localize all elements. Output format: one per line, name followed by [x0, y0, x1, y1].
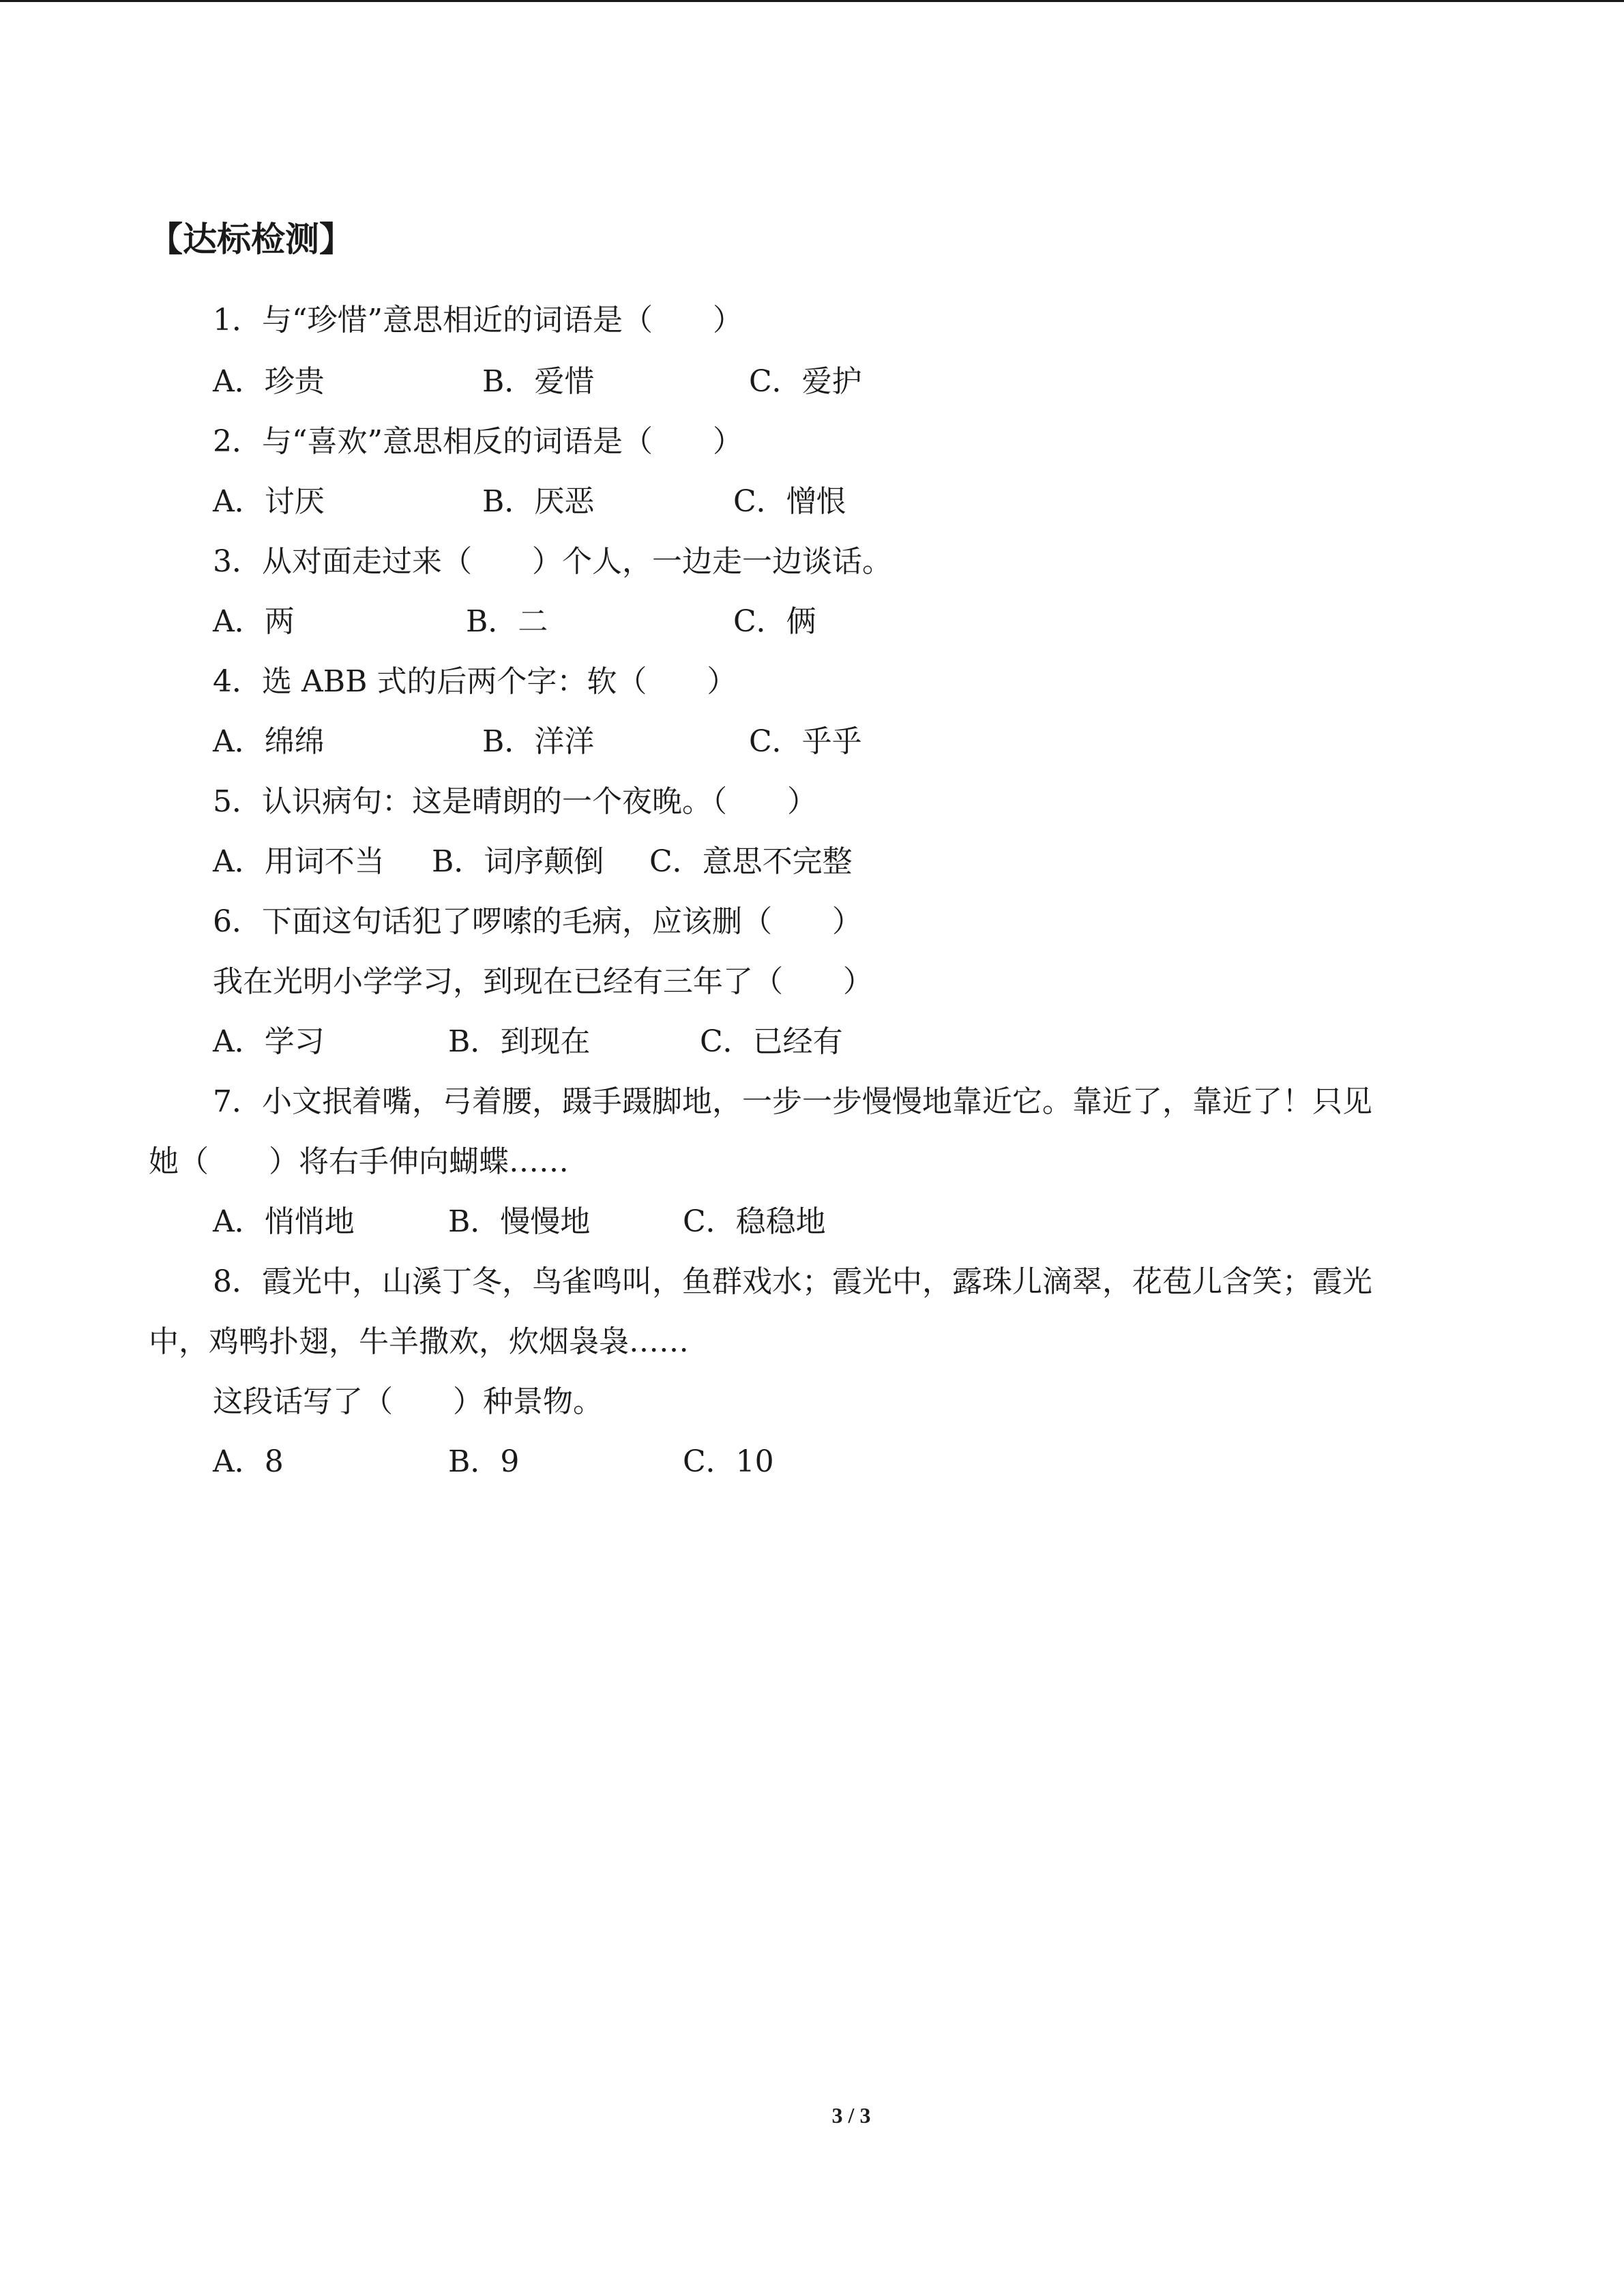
question-6-option-b: B．到现在: [448, 1024, 591, 1059]
question-2-stem: 2．与“喜欢”意思相反的词语是（ ）: [213, 424, 743, 459]
top-border-line: [0, 0, 1624, 2]
question-8-stem-continued: 中，鸡鸭扑翅，牛羊撒欢，炊烟袅袅……: [149, 1324, 689, 1359]
question-1-stem: 1．与“珍惜”意思相近的词语是（ ）: [213, 303, 743, 338]
question-2-option-a: A．讨厌: [213, 484, 325, 519]
question-3-option-c: C．俩: [733, 604, 816, 639]
question-7-stem-continued: 她（ ）将右手伸向蝴蝶……: [149, 1144, 569, 1179]
question-7-option-c: C．稳稳地: [683, 1204, 826, 1239]
question-2-option-c: C．憎恨: [733, 484, 846, 519]
question-7-option-b: B．慢慢地: [448, 1204, 591, 1239]
question-6-sentence: 我在光明小学学习，到现在已经有三年了（ ）: [213, 964, 873, 999]
question-8-option-a: A．8: [213, 1444, 284, 1479]
question-8-prompt: 这段话写了（ ）种景物。: [213, 1384, 603, 1419]
question-8-option-b: B．9: [448, 1444, 520, 1479]
question-6-stem: 6．下面这句话犯了啰嗦的毛病，应该删（ ）: [213, 904, 862, 939]
question-4-option-b: B．洋洋: [482, 724, 595, 759]
question-1-option-a: A．珍贵: [213, 364, 325, 399]
section-title: 【达标检测】: [149, 220, 353, 259]
question-2-option-b: B．厌恶: [482, 484, 595, 519]
question-3-option-a: A．两: [213, 604, 295, 639]
question-6-option-a: A．学习: [213, 1024, 325, 1059]
question-5-option-b: B．词序颠倒: [432, 844, 604, 879]
question-5-stem: 5．认识病句：这是晴朗的一个夜晚。（ ）: [213, 784, 817, 819]
page-number: 3 / 3: [831, 2103, 871, 2128]
question-3-option-b: B．二: [466, 604, 548, 639]
question-4-stem: 4．选 ABB 式的后两个字：软（ ）: [213, 664, 737, 699]
question-4-option-a: A．绵绵: [213, 724, 325, 759]
question-1-option-c: C．爱护: [749, 364, 862, 399]
question-4-option-c: C．乎乎: [749, 724, 862, 759]
question-6-option-c: C．已经有: [700, 1024, 843, 1059]
question-1-option-b: B．爱惜: [482, 364, 595, 399]
question-3-stem: 3．从对面走过来（ ）个人，一边走一边谈话。: [213, 544, 892, 579]
question-5-option-c: C．意思不完整: [649, 844, 853, 879]
question-7-option-a: A．悄悄地: [213, 1204, 355, 1239]
question-8-stem: 8．霞光中，山溪丁冬，鸟雀鸣叫，鱼群戏水；霞光中，露珠儿滴翠，花苞儿含笑；霞光: [213, 1264, 1372, 1299]
question-5-option-a: A．用词不当: [213, 844, 385, 879]
question-7-stem: 7．小文抿着嘴，弓着腰，蹑手蹑脚地，一步一步慢慢地靠近它。靠近了，靠近了！只见: [213, 1084, 1372, 1119]
question-8-option-c: C．10: [683, 1444, 774, 1479]
